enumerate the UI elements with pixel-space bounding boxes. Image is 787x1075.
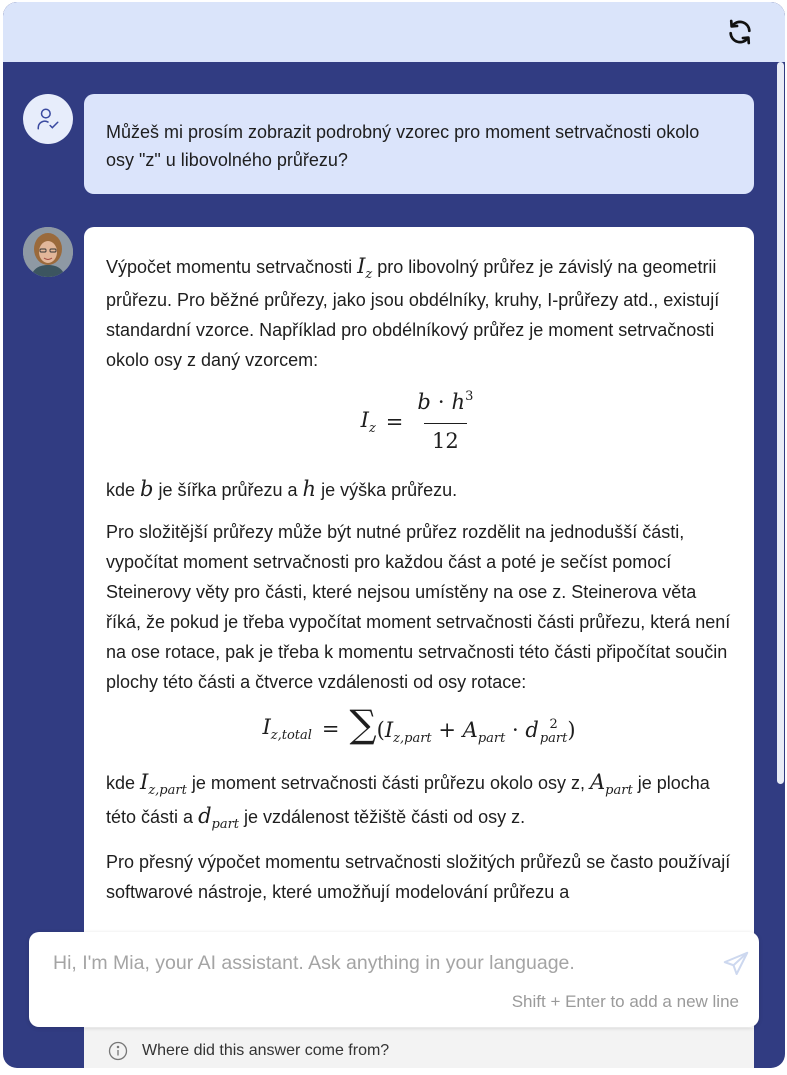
answer-source-strip[interactable] [84, 1028, 754, 1068]
answer-paragraph-2: kde b je šířka průřezu a h je výška průřezu. [106, 477, 458, 501]
message-composer [29, 932, 759, 1027]
math-inline-Iz: $I_z$ [357, 254, 373, 282]
fraction: $\frac{b \cdot h^3}{12}$ [413, 387, 477, 456]
user-check-icon [35, 106, 61, 132]
answer-text: Výpočet momentu setrvačnosti [106, 257, 358, 277]
assistant-avatar [23, 227, 73, 277]
scrollbar[interactable] [776, 62, 785, 1068]
answer-paragraph-3: Pro složitější průřezy může být nutné průřez rozdělit na jednodušší části, vypočítat moment setrvačnosti pro každou část a poté je sečíst pomocí Steinerovy věty pro části, které nejsou umístěny na ose z. Steinerova věta říká, že pokud je třeba vypočítat moment setrvačnosti části průřezu, která není na ose rotace, pak je třeba k momentu setrvačnosti této části připočítat součin plochy této části a čtverce vzdálenosti od osy rotace: [106, 522, 731, 692]
answer-paragraph-4: kde $I_{z,part}$ je moment setrvačnosti části průřezu okolo osy z, $A_{part}$ je plocha této části a $d_{part}$ je vzdálenost těžiště části od osy z. [106, 770, 710, 832]
equation-steiner: $I_{z,total}$ = $\sum(I_{z,part} + A_{part} \cdot d$ 2 part ) [262, 702, 576, 746]
chat-input[interactable] [51, 946, 695, 980]
info-icon [108, 1041, 128, 1061]
assistant-photo-icon [23, 227, 73, 277]
user-avatar [23, 94, 73, 144]
refresh-button[interactable] [725, 17, 755, 47]
user-message-text: Můžeš mi prosím zobrazit podrobný vzorec pro moment setrvačnosti okolo osy "z" u libovolného průřezu? [106, 122, 700, 170]
send-icon [721, 949, 751, 979]
scrollbar-thumb[interactable] [777, 62, 784, 784]
new-line-hint: Shift + Enter to add a new line [511, 992, 739, 1011]
top-bar [3, 2, 785, 62]
refresh-icon [726, 18, 754, 46]
chat-window [3, 2, 785, 1068]
equation-rectangle-moment: $I_z$ = $\frac{b \cdot h^3}{12}$ [106, 387, 732, 456]
answer-paragraph-5: Pro přesný výpočet momentu setrvačnosti složitých průřezů se často používají softwarové nástroje, které umožňují modelování průřezu a [106, 852, 731, 902]
answer-paragraph-1 [106, 251, 732, 375]
answer-source-link[interactable]: Where did this answer come from? [142, 1041, 390, 1059]
send-button[interactable] [721, 949, 751, 979]
answer-text: pro libovolný průřez je závislý na geometrii průřezu. Pro běžné průřezy, jako jsou obdélníky, kruhy, I-průřezy atd., existují standardní vzorce. Například pro obdélníkový průřez je moment setrvačnosti okolo osy z daný vzorcem: [106, 257, 720, 370]
user-message [84, 94, 754, 194]
